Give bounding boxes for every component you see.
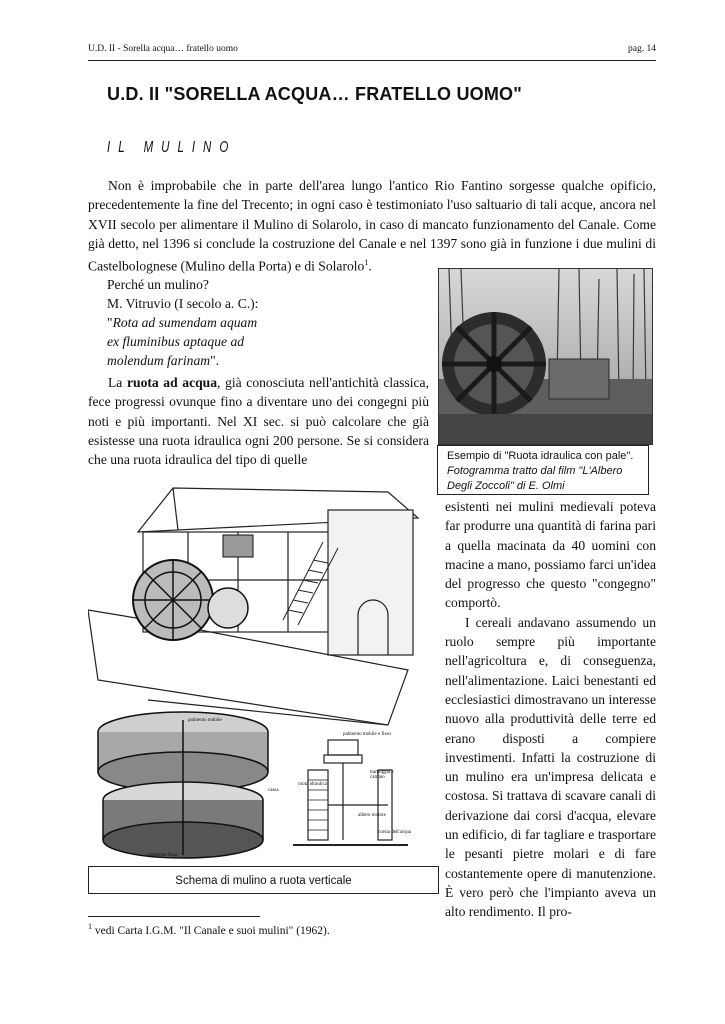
- water-wheel-photo: [438, 268, 653, 445]
- page-header-left: U.D. II - Sorella acqua… fratello uomo: [88, 44, 238, 54]
- label-ruota-idraulica: ruota idraulica: [298, 782, 328, 787]
- footnote-text: vedi Carta I.G.M. "Il Canale e suoi mulini" (1962).: [94, 924, 330, 937]
- quote-latin-2: ex fluminibus aptaque ad: [107, 334, 245, 349]
- quote-author: M. Vitruvio (I secolo a. C.):: [107, 296, 259, 311]
- vitruvius-quote: [107, 275, 337, 370]
- label-palmento-mobile: palmento mobile: [188, 718, 222, 723]
- cereals-paragraph-part2: I cereali andavano assumendo un ruolo sempre più importante nell'agricoltura e, di conseguenza, nell'alimentazione. Laici benestanti ed ecclesiastici dimostravano un interesse nuovo alla produttività delle terre ed erano disposti a compiere investimenti. Infatti la costruzione di un mulino era un'impresa delicata e costosa. Si trattava di scavare canali di derivazione dai corsi d'acqua, elevare un edificio, di far tagliare e trasportare le pesanti pietre molari e di fare costantemente opere di manutenzione. È vero però che l'impianto aveva un alto rendimento. Il pro-: [445, 614, 657, 920]
- label-palmento-fisso: palmento fisso: [148, 853, 178, 858]
- footnote-ref: 1: [364, 258, 369, 268]
- intro-paragraph: Non è improbabile che in parte dell'area lungo l'antico Rio Fantino sorgesse qualche opificio, precedentemente la fine del Trecento; in ogni caso è testimoniato l'uso saltuario di tali acque, ancora nel XVII secolo per alimentare il Mulino di Solarolo, in caso di mancato funzionamento del Canale. Come già detto, nel 1396 si conclude la costruzione del Canale e nel 1397 sono già in funzione i due mulini di Castelbolognese (Mulino della Porta) e di Solarolo$^1$.: [88, 178, 656, 274]
- mill-illustration: [88, 470, 428, 865]
- water-wheel-term: ruota ad acqua: [126, 375, 218, 390]
- page-title: U.D. II "SORELLA ACQUA… FRATELLO UOMO": [107, 84, 522, 104]
- footnote-rule: [88, 916, 260, 917]
- header-rule: [88, 60, 656, 61]
- label-albero-motore: albero motore: [358, 813, 386, 818]
- section-heading: IL MULINO: [107, 140, 237, 157]
- photo-caption: Esempio di "Ruota idraulica con pale". Fotogramma tratto dal film "L'Albero Degli Zoccoli" di E. Olmi: [437, 445, 649, 495]
- illustration-caption: Schema di mulino a ruota verticale: [88, 866, 439, 894]
- label-palmento-mobile-fisso: palmento mobile e fisso: [343, 732, 391, 737]
- label-corsia-acqua: corsia dell'acqua: [378, 830, 412, 835]
- cereals-paragraph-part1: esistenti nei mulini medievali poteva far produrre una quantità di farina pari a quella macinata da 40 uomini con macine a mano, possiamo farci un'idea del progresso che questo "congegno" comportò.: [445, 499, 656, 611]
- footnote: [88, 922, 330, 937]
- quote-question: Perché un mulino?: [107, 277, 209, 292]
- footnote-number: 1: [88, 922, 92, 931]
- water-wheel-paragraph: La ruota ad acqua, già conosciuta nell'antichità classica, fece progressi ovunque fino a diventare uno dei congegni più noti e più importanti. Nel XI sec. si può calcolare che già esistesse una ruota idraulica ogni 200 persone. Se si considera che una ruota idraulica del tipo di quelle: [88, 375, 429, 468]
- quote-latin-1: "Rota ad sumendam aquam: [107, 315, 258, 330]
- page-number: pag. 14: [628, 44, 656, 54]
- intro-text: Non è improbabile che in parte dell'area lungo l'antico Rio Fantino sorgesse qualche opificio, precedentemente la fine del Trecento; in ogni caso è testimoniato l'uso saltuario di tali acque, ancora nel XVII secolo per alimentare il Mulino di Solarolo, in caso di mancato funzionamento del Canale. Come già detto, nel 1396 si conclude la costruzione del Canale e nel 1397 sono già in funzione i due mulini di Castelbolognese (Mulino della Porta) e di Solarolo: [88, 178, 656, 274]
- label-cassa: cassa: [268, 788, 279, 793]
- cereals-paragraph: [445, 497, 656, 922]
- quote-latin-3: molendum farinam".: [107, 353, 220, 368]
- label-tramoggia: tramoggia e camino: [370, 770, 394, 780]
